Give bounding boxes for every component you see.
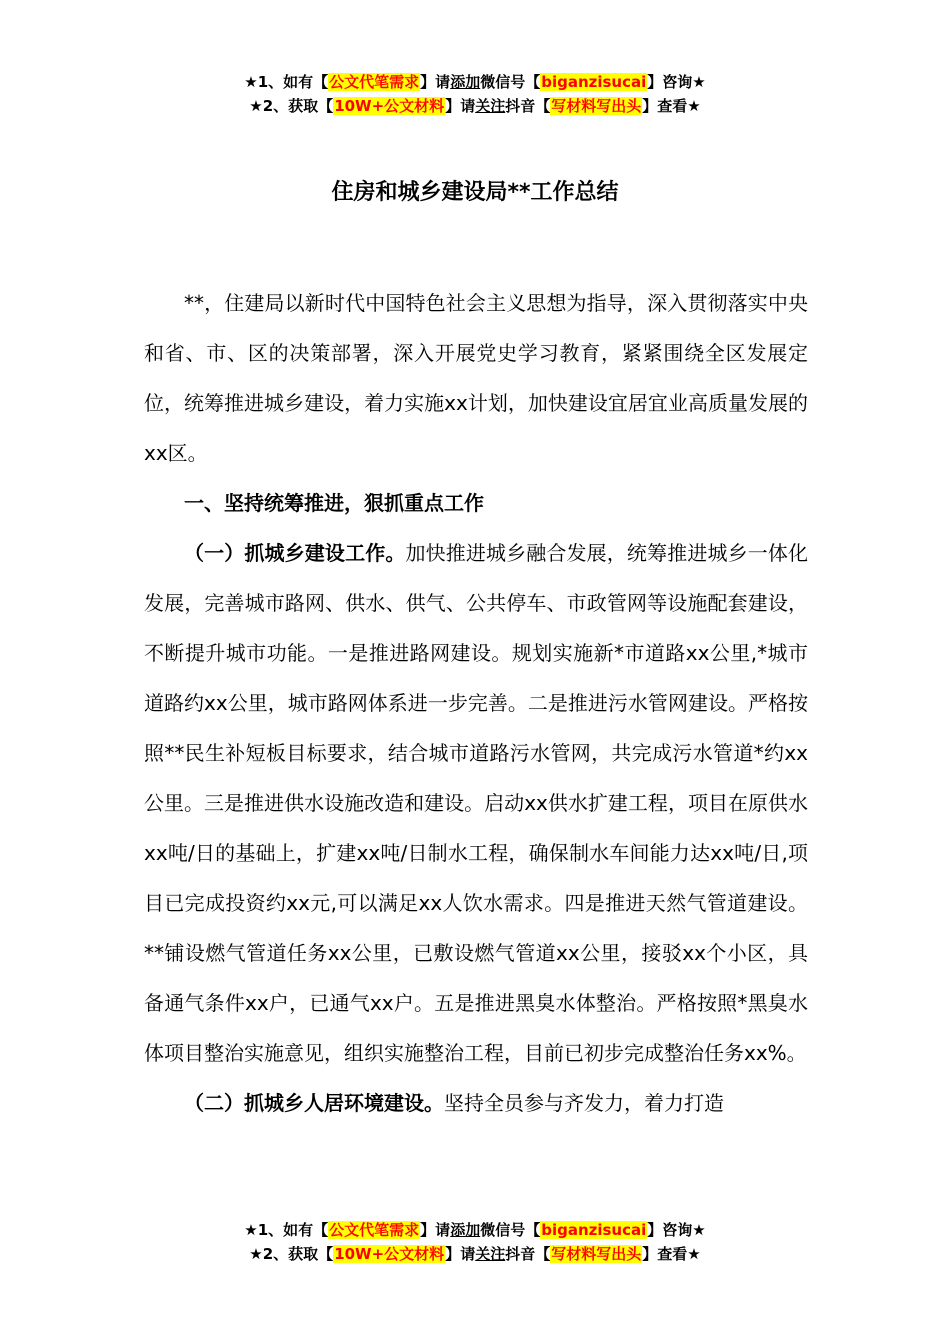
promo-text: 】查看★: [642, 97, 701, 115]
promo-highlight: 公文代笔需求: [329, 73, 420, 91]
intro-paragraph: **，住建局以新时代中国特色社会主义思想为指导，深入贯彻落实中央和省、市、区的决策部署，深入开展党史学习教育，紧紧围绕全区发展定位，统筹推进城乡建设，着力实施xx计划，加快建设宜居宜业高质量发展的xx区。: [144, 291, 808, 465]
subsection-paragraph-1: [144, 528, 808, 1078]
section-heading-1: 一、坚持统筹推进，狠抓重点工作: [184, 491, 484, 515]
promo-underline: 添加: [450, 1221, 481, 1239]
promo-text: 微信号【: [480, 1221, 541, 1239]
promo-highlight: 公文代笔需求: [329, 1221, 420, 1239]
promo-wechat-id: biganzisucai: [541, 1221, 647, 1239]
promo-banner-bottom: [0, 1218, 950, 1266]
promo-text: 】请: [445, 1245, 476, 1263]
promo-underline: 关注: [475, 1245, 506, 1263]
promo-line-2: [0, 1242, 950, 1266]
promo-text: 】请: [420, 73, 451, 91]
subsection-title-2: （二）抓城乡人居环境建设。: [184, 1091, 444, 1115]
promo-highlight: 10W+公文材料: [334, 1245, 445, 1263]
document-title: 住房和城乡建设局**工作总结: [331, 180, 619, 205]
promo-text: 】咨询★: [647, 73, 706, 91]
promo-line-1: [0, 1218, 950, 1242]
subsection-text-2: 坚持全员参与齐发力，着力打造: [444, 1091, 724, 1115]
promo-text: 】查看★: [642, 1245, 701, 1263]
subsection-text-1: 加快推进城乡融合发展，统筹推进城乡一体化发展，完善城市路网、供水、供气、公共停车、市政管网等设施配套建设，不断提升城市功能。一是推进路网建设。规划实施新*市道路xx公里,*城市道路约xx公里，城市路网体系进一步完善。二是推进污水管网建设。严格按照**民生补短板目标要求，结合城市道路污水管网，共完成污水管道*约xx公里。三是推进供水设施改造和建设。启动xx供水扩建工程，项目在原供水xx吨/日的基础上，扩建xx吨/日制水工程，确保制水车间能力达xx吨/日,项目已完成投资约xx元,可以满足xx人饮水需求。四是推进天然气管道建设。**铺设燃气管道任务xx公里，已敷设燃气管道xx公里，接驳xx个小区，具备通气条件xx户，已通气xx户。五是推进黑臭水体整治。严格按照*黑臭水体项目整治实施意见，组织实施整治工程，目前已初步完成整治任务xx%。: [144, 541, 809, 1065]
promo-douyin-id: 写材料写出头: [551, 1245, 642, 1263]
promo-text: ★2、获取【: [249, 97, 334, 115]
promo-text: ★1、如有【: [244, 73, 329, 91]
promo-text: 】请: [445, 97, 476, 115]
promo-line-1: [0, 70, 950, 94]
promo-text: 微信号【: [480, 73, 541, 91]
promo-text: 抖音【: [505, 1245, 551, 1263]
promo-line-2: [0, 94, 950, 118]
promo-wechat-id: biganzisucai: [541, 73, 647, 91]
subsection-paragraph-2: [144, 1078, 808, 1128]
promo-text: ★1、如有【: [244, 1221, 329, 1239]
promo-underline: 添加: [450, 73, 481, 91]
promo-text: ★2、获取【: [249, 1245, 334, 1263]
promo-underline: 关注: [475, 97, 506, 115]
promo-text: 】请: [420, 1221, 451, 1239]
promo-text: 】咨询★: [647, 1221, 706, 1239]
subsection-title-1: （一）抓城乡建设工作。: [184, 541, 406, 565]
promo-banner-top: [0, 70, 950, 118]
promo-text: 抖音【: [505, 97, 551, 115]
document-body: [144, 278, 808, 1128]
promo-douyin-id: 写材料写出头: [551, 97, 642, 115]
promo-highlight: 10W+公文材料: [334, 97, 445, 115]
